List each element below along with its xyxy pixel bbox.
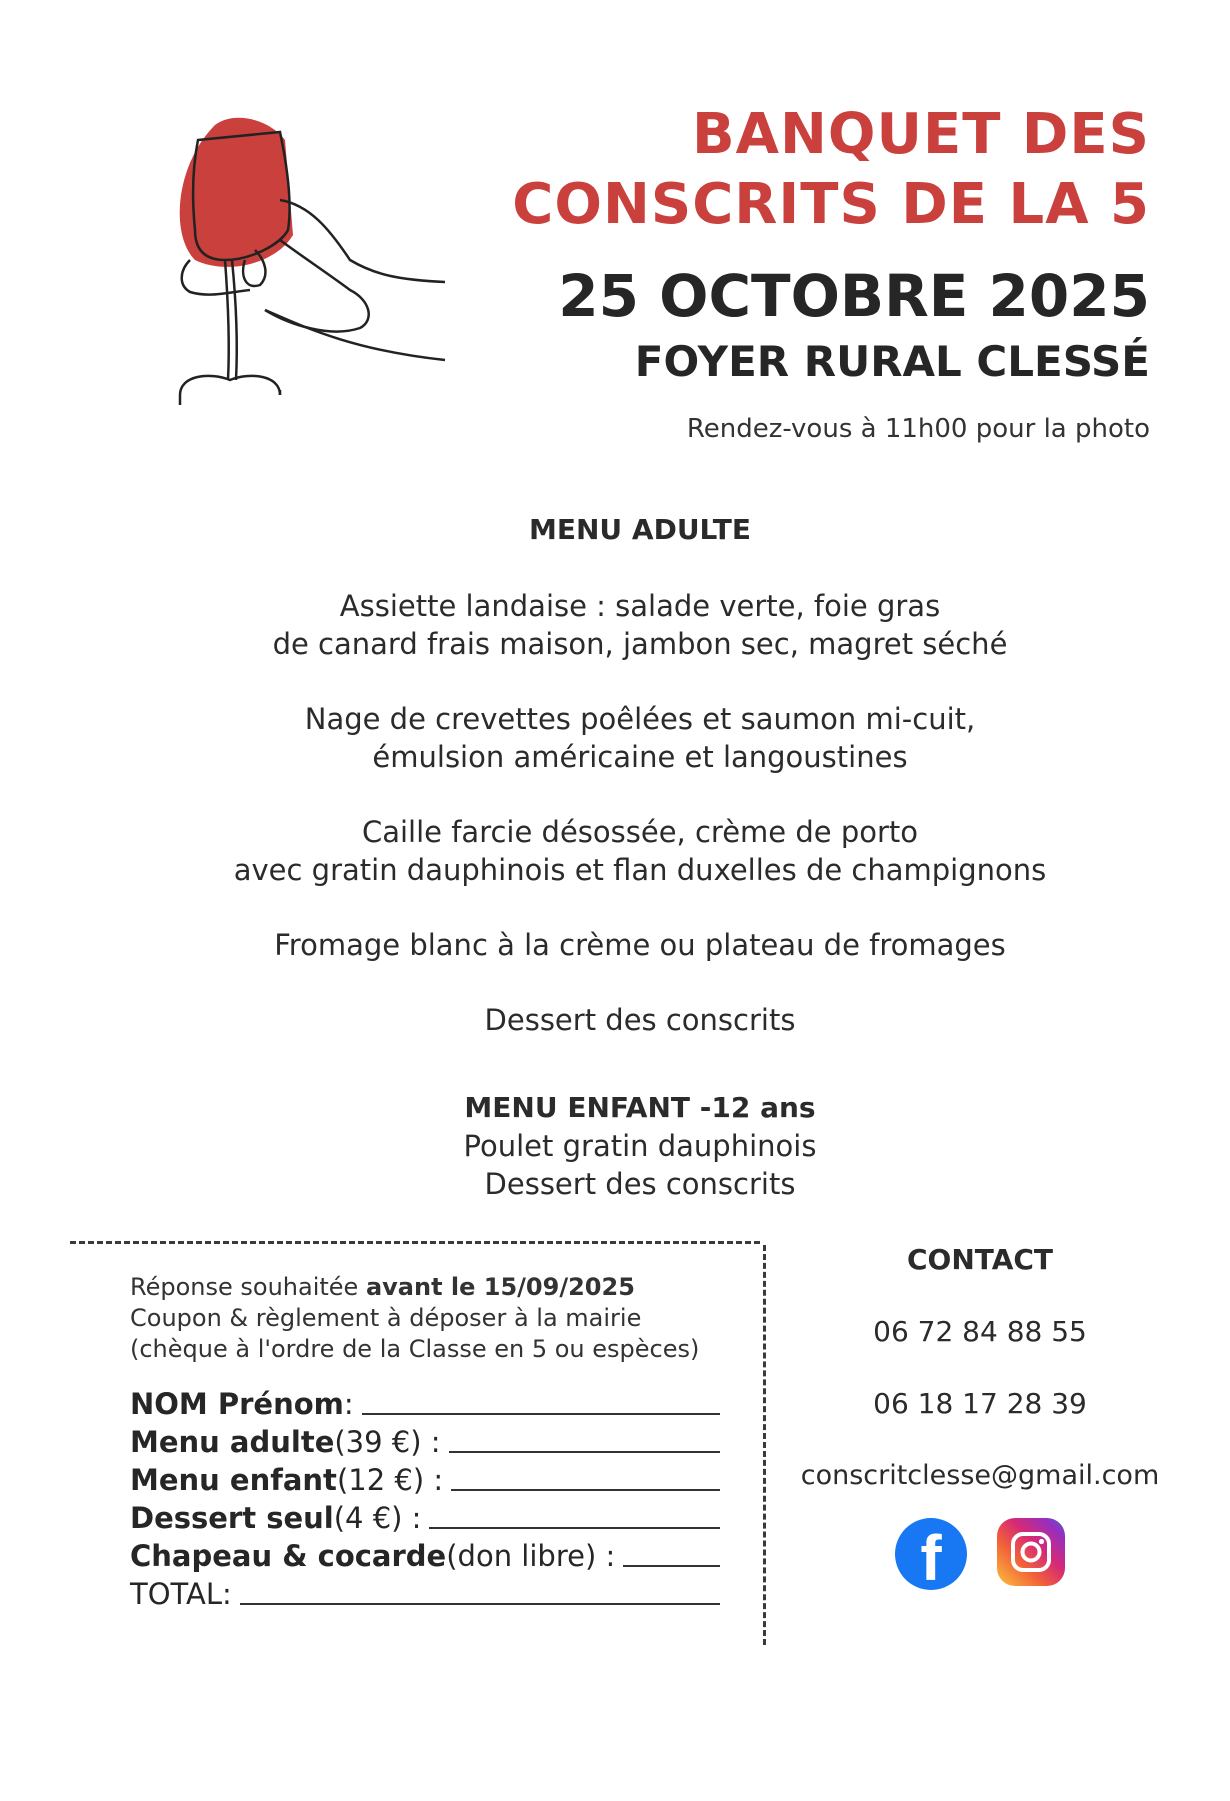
field-name[interactable]	[130, 1385, 720, 1423]
field-dessert-only[interactable]	[130, 1499, 720, 1537]
coupon-payment-note: (chèque à l'ordre de la Classe en 5 ou espèces)	[130, 1335, 700, 1363]
field-label-suffix: :	[343, 1387, 354, 1421]
coupon-deadline-date: avant le 15/09/2025	[365, 1273, 635, 1301]
course-line: avec gratin dauphinois et flan duxelles de champignons	[233, 853, 1047, 887]
field-label: Menu enfant	[130, 1463, 337, 1497]
course-main	[110, 813, 1170, 889]
course-line: Nage de crevettes poêlées et saumon mi-cuit,	[304, 702, 976, 736]
field-label-suffix: (4 €) :	[333, 1501, 422, 1535]
menu-child-item: Poulet gratin dauphinois	[463, 1129, 817, 1163]
field-label-suffix: :	[222, 1577, 232, 1611]
contact-phone-2[interactable]: 06 18 17 28 39	[873, 1387, 1087, 1420]
menu-child-item: Dessert des conscrits	[484, 1167, 796, 1201]
title-block	[512, 100, 1150, 446]
course-starter	[110, 587, 1170, 663]
field-label: Chapeau & cocarde	[130, 1539, 447, 1573]
coupon-deadline	[130, 1272, 720, 1303]
field-label: Dessert seul	[130, 1501, 334, 1535]
field-blank-line[interactable]	[240, 1603, 720, 1605]
event-venue: FOYER RURAL CLESSÉ	[634, 337, 1150, 386]
field-label: TOTAL	[130, 1577, 222, 1611]
coupon-deadline-prefix: Réponse souhaitée	[130, 1273, 366, 1301]
instagram-icon[interactable]	[997, 1518, 1065, 1586]
field-blank-line[interactable]	[449, 1451, 720, 1453]
coupon-instructions: Coupon & règlement à déposer à la mairie	[130, 1304, 642, 1332]
field-adult-menu[interactable]	[130, 1423, 720, 1461]
course-line: Fromage blanc à la crème ou plateau de fromages	[274, 928, 1006, 962]
field-label-suffix: (12 €) :	[336, 1463, 444, 1497]
course-line: de canard frais maison, jambon sec, magret séché	[272, 627, 1008, 661]
rendezvous-note: Rendez-vous à 11h00 pour la photo	[686, 414, 1150, 444]
contact-section	[780, 1240, 1180, 1590]
field-blank-line[interactable]	[623, 1565, 720, 1567]
cut-line-horizontal	[70, 1241, 760, 1244]
course-line: Assiette landaise : salade verte, foie gras	[339, 589, 941, 623]
event-title-line-1: BANQUET DES	[692, 102, 1150, 167]
social-links	[780, 1518, 1180, 1590]
reply-coupon	[130, 1272, 720, 1613]
course-line: émulsion américaine et langoustines	[372, 740, 908, 774]
field-blank-line[interactable]	[451, 1489, 720, 1491]
course-line: Caille farcie désossée, crème de porto	[361, 815, 919, 849]
field-total[interactable]	[130, 1575, 720, 1613]
facebook-icon[interactable]: f	[895, 1518, 967, 1590]
field-child-menu[interactable]	[130, 1461, 720, 1499]
cut-line-vertical	[763, 1245, 766, 1645]
menu-child-heading: MENU ENFANT -12 ans	[464, 1091, 816, 1124]
coupon-fields	[130, 1385, 720, 1613]
field-label-suffix: (don libre) :	[446, 1539, 616, 1573]
course-line: Dessert des conscrits	[484, 1003, 796, 1037]
field-blank-line[interactable]	[429, 1527, 720, 1529]
course-dessert	[110, 1001, 1170, 1039]
wine-glass-hand-icon	[170, 110, 500, 450]
field-label-suffix: (39 €) :	[334, 1425, 441, 1459]
field-label: NOM Prénom	[130, 1387, 344, 1421]
contact-phone-1[interactable]: 06 72 84 88 55	[873, 1315, 1087, 1348]
event-title-line-2: CONSCRITS DE LA 5	[512, 172, 1150, 237]
menu-section	[110, 510, 1170, 1203]
course-fish	[110, 700, 1170, 776]
course-cheese	[110, 926, 1170, 964]
contact-email[interactable]: conscritclesse@gmail.com	[800, 1460, 1160, 1491]
menu-adult-heading: MENU ADULTE	[529, 513, 751, 546]
contact-heading: CONTACT	[906, 1243, 1054, 1276]
event-date: 25 OCTOBRE 2025	[558, 262, 1150, 330]
field-blank-line[interactable]	[362, 1413, 720, 1415]
field-label: Menu adulte	[130, 1425, 335, 1459]
field-hat-cockade[interactable]	[130, 1537, 720, 1575]
